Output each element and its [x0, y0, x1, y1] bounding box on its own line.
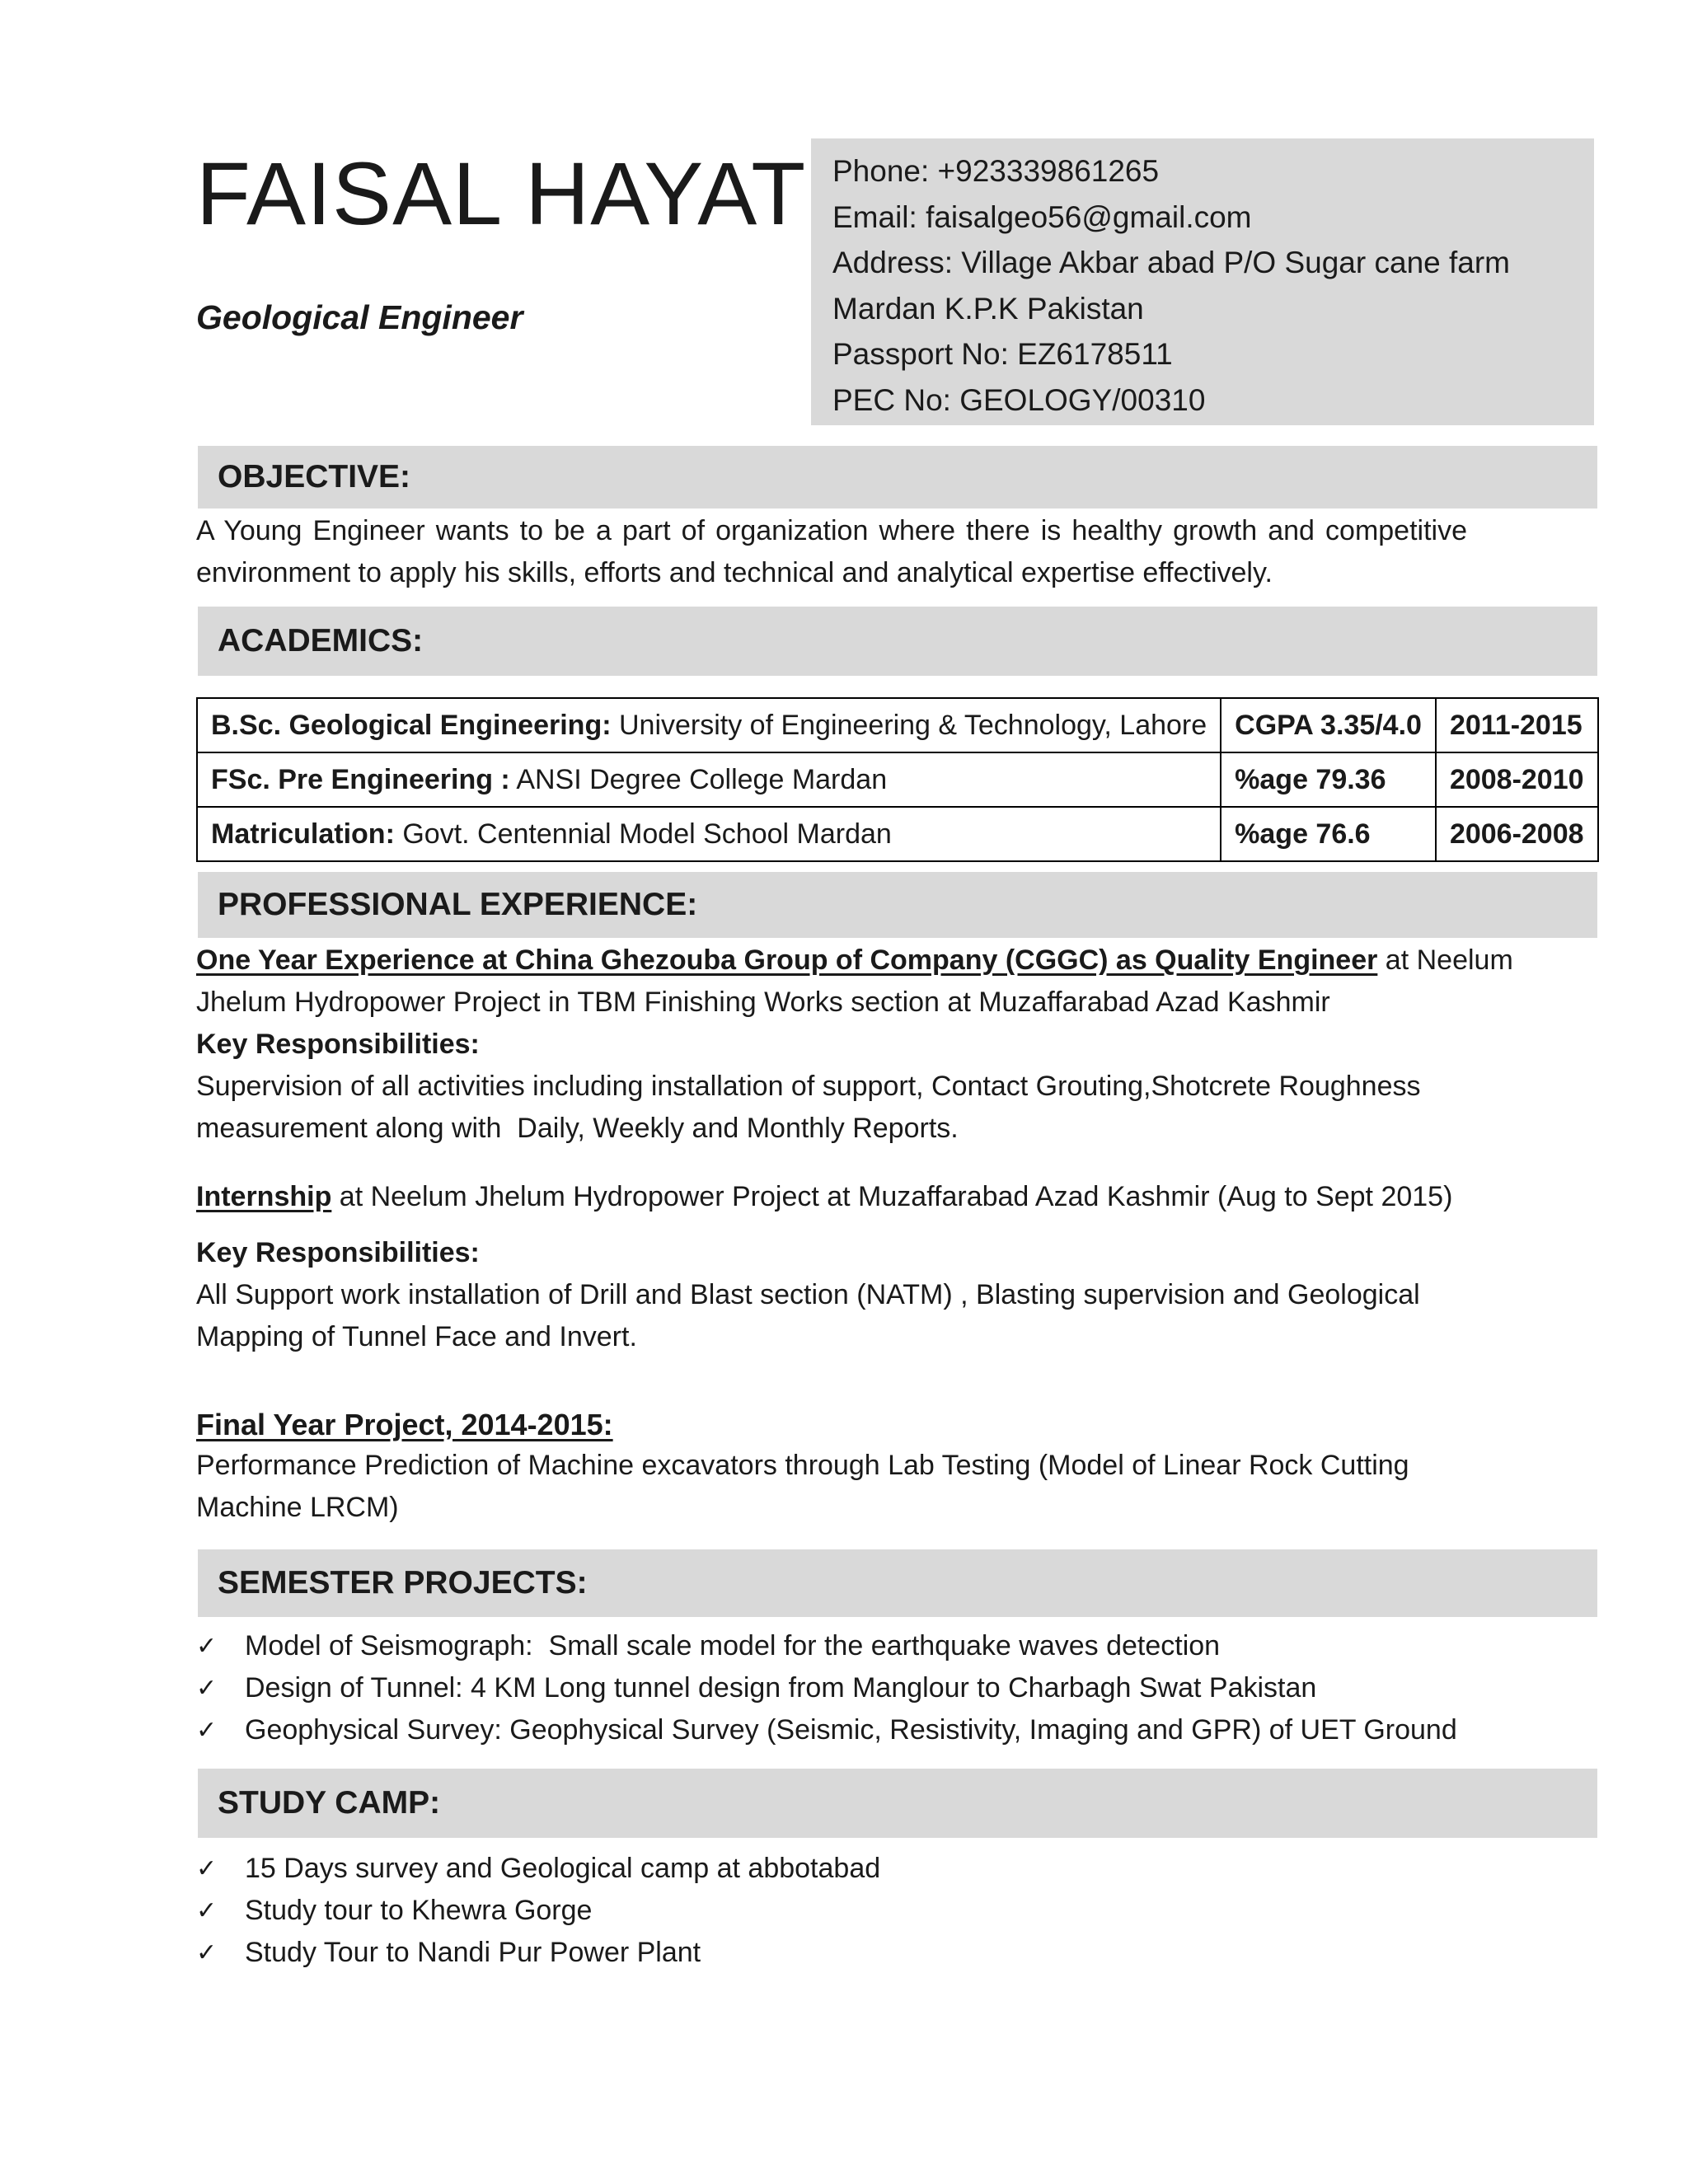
table-cell-degree [197, 698, 1221, 752]
job2-title: Internship [196, 1181, 332, 1212]
list-item-text: Design of Tunnel: 4 KM Long tunnel design from Manglour to Charbagh Swat Pakistan [245, 1672, 1317, 1704]
job1-title: One Year Experience at China Ghezouba Group of Company (CGGC) as Quality Engineer [196, 944, 1378, 976]
list-item [196, 1625, 1457, 1667]
section-heading-study-camp: STUDY CAMP: [198, 1769, 1597, 1838]
job2-title-line [196, 1176, 1452, 1218]
list-item-text: 15 Days survey and Geological camp at abbotabad [245, 1853, 881, 1884]
job1-responsibilities-line2: measurement along with Daily, Weekly and Monthly Reports. [196, 1113, 959, 1144]
list-item [196, 1890, 880, 1932]
table-cell-grade: %age 79.36 [1221, 752, 1436, 807]
contact-email: Email: faisalgeo56@gmail.com [832, 199, 1252, 234]
final-year-project-line2: Machine LRCM) [196, 1492, 399, 1523]
study-camp-list [196, 1848, 880, 1974]
institute-name: Govt. Centennial Model School Mardan [394, 818, 892, 850]
job1-responsibilities-line1: Supervision of all activities including installation of support, Contact Grouting,Shotcrete Roughness [196, 1071, 1421, 1102]
table-cell-degree [197, 752, 1221, 807]
list-item [196, 1709, 1457, 1751]
semester-projects-list [196, 1625, 1457, 1751]
job1-line2: Jhelum Hydropower Project in TBM Finishing Works section at Muzaffarabad Azad Kashmir [196, 987, 1330, 1018]
contact-address-line1: Address: Village Akbar abad P/O Sugar cane farm [832, 246, 1511, 279]
table-row [197, 698, 1598, 752]
section-heading-experience: PROFESSIONAL EXPERIENCE: [198, 872, 1597, 938]
table-cell-years: 2008-2010 [1436, 752, 1598, 807]
section-heading-semester-projects: SEMESTER PROJECTS: [198, 1549, 1597, 1617]
contact-phone: Phone: +923339861265 [832, 154, 1160, 188]
list-item-text: Study tour to Khewra Gorge [245, 1895, 593, 1926]
job2-title-rest: at Neelum Jhelum Hydropower Project at Muzaffarabad Azad Kashmir (Aug to Sept 2015) [331, 1181, 1453, 1212]
section-heading-objective: OBJECTIVE: [198, 446, 1597, 509]
contact-box [811, 138, 1594, 425]
table-row [197, 807, 1598, 861]
list-item [196, 1848, 880, 1890]
job1-responsibilities-label: Key Responsibilities: [196, 1029, 480, 1060]
checkmark-icon: ✓ [196, 1632, 218, 1661]
list-item [196, 1932, 880, 1974]
checkmark-icon: ✓ [196, 1896, 218, 1925]
final-year-project-title: Final Year Project, 2014-2015: [196, 1408, 613, 1441]
job2-responsibilities-line2: Mapping of Tunnel Face and Invert. [196, 1321, 637, 1352]
table-cell-degree [197, 807, 1221, 861]
table-row [197, 752, 1598, 807]
job1-title-line [196, 940, 1597, 982]
degree-name: B.Sc. Geological Engineering: [211, 709, 612, 741]
final-year-project-line1: Performance Prediction of Machine excavators through Lab Testing (Model of Linear Rock Cutting [196, 1450, 1409, 1481]
degree-name: FSc. Pre Engineering : [211, 763, 510, 795]
table-cell-years: 2011-2015 [1436, 698, 1598, 752]
checkmark-icon: ✓ [196, 1716, 218, 1745]
checkmark-icon: ✓ [196, 1854, 218, 1883]
list-item-text: Study Tour to Nandi Pur Power Plant [245, 1937, 701, 1968]
list-item-text: Model of Seismograph: Small scale model for the earthquake waves detection [245, 1630, 1221, 1661]
job-title: Geological Engineer [196, 298, 523, 336]
contact-address-line2: Mardan K.P.K Pakistan [832, 291, 1144, 326]
job2-responsibilities-label: Key Responsibilities: [196, 1237, 480, 1268]
contact-pec: PEC No: GEOLOGY/00310 [832, 382, 1206, 417]
candidate-name: FAISAL HAYAT [196, 143, 807, 243]
table-cell-years: 2006-2008 [1436, 807, 1598, 861]
degree-name: Matriculation: [211, 818, 395, 850]
job1-title-rest: at Neelum [1377, 944, 1513, 976]
checkmark-icon: ✓ [196, 1938, 218, 1967]
list-item-text: Geophysical Survey: Geophysical Survey (Seismic, Resistivity, Imaging and GPR) of UET Ground [245, 1714, 1457, 1746]
institute-name: University of Engineering & Technology, Lahore [611, 709, 1207, 741]
institute-name: ANSI Degree College Mardan [509, 763, 888, 795]
objective-text: A Young Engineer wants to be a part of organization where there is healthy growth and competitive environment to apply his skills, efforts and technical and analytical expertise effectively. [196, 515, 1467, 588]
section-heading-academics: ACADEMICS: [198, 607, 1597, 676]
academics-table [196, 697, 1599, 862]
table-cell-grade: %age 76.6 [1221, 807, 1436, 861]
job2-responsibilities-line1: All Support work installation of Drill and Blast section (NATM) , Blasting supervision and Geological [196, 1279, 1420, 1310]
contact-passport: Passport No: EZ6178511 [832, 337, 1173, 371]
table-cell-grade: CGPA 3.35/4.0 [1221, 698, 1436, 752]
list-item [196, 1667, 1457, 1709]
checkmark-icon: ✓ [196, 1674, 218, 1703]
